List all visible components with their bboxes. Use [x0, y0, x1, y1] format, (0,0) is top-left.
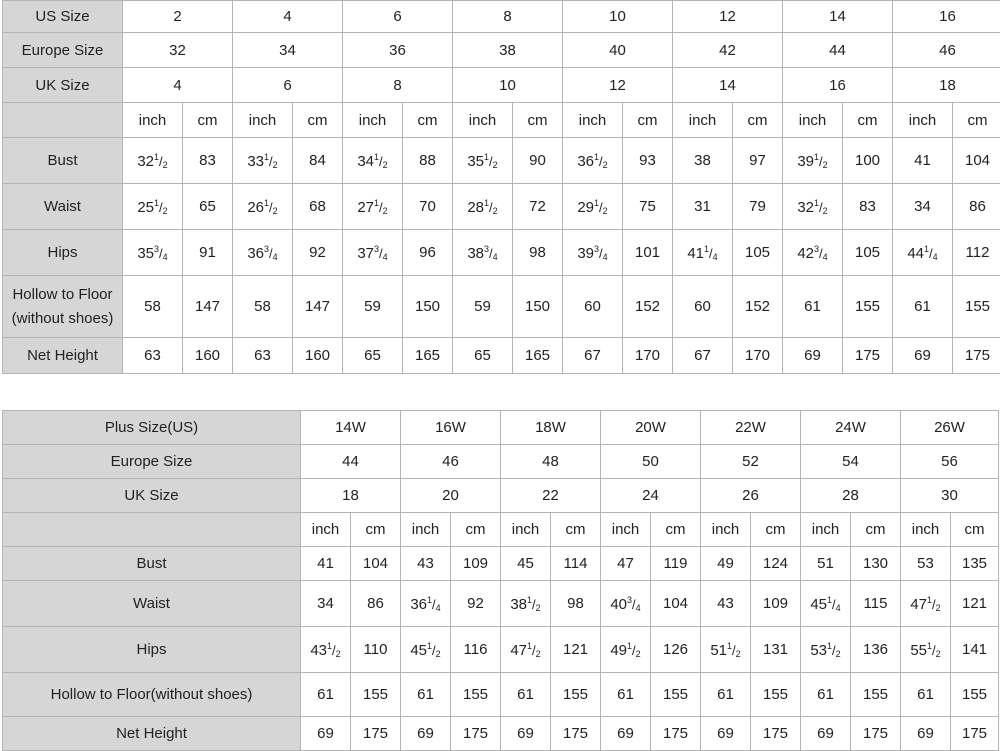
size-header-cell: 56	[901, 445, 999, 479]
measurement-cell	[801, 627, 851, 673]
measurement-cell	[783, 230, 843, 276]
unit-header-cell: cm	[403, 103, 453, 138]
unit-header-cell: inch	[601, 513, 651, 547]
measurement-cell: 45	[501, 547, 551, 581]
fraction-value: $32^1/_2$	[137, 153, 167, 170]
measurement-cell: 109	[451, 547, 501, 581]
measurement-cell: 69	[401, 717, 451, 751]
row-label: Bust	[3, 547, 301, 581]
measurement-cell: 70	[403, 184, 453, 230]
size-header-cell: 54	[801, 445, 901, 479]
size-header-cell: 44	[301, 445, 401, 479]
size-header-cell: 28	[801, 479, 901, 513]
row-label: Plus Size(US)	[3, 411, 301, 445]
size-header-cell: 20W	[601, 411, 701, 445]
table-row	[3, 33, 1000, 68]
measurement-cell: 75	[623, 184, 673, 230]
row-label: Net Height	[3, 717, 301, 751]
measurement-cell: 96	[403, 230, 453, 276]
measurement-cell	[783, 138, 843, 184]
size-header-cell: 24	[601, 479, 701, 513]
measurement-cell: 69	[901, 717, 951, 751]
measurement-cell: 69	[783, 338, 843, 374]
unit-header-cell: cm	[451, 513, 501, 547]
row-label: Waist	[3, 184, 123, 230]
fraction-value: $36^1/_2$	[577, 153, 607, 170]
fraction-value: $47^1/_2$	[910, 596, 940, 613]
fraction-value: $35^3/_4$	[137, 245, 167, 262]
measurement-cell: 63	[123, 338, 183, 374]
measurement-cell: 91	[183, 230, 233, 276]
table-row	[3, 230, 1000, 276]
row-label: Europe Size	[3, 445, 301, 479]
measurement-cell	[343, 184, 403, 230]
measurement-cell: 175	[551, 717, 601, 751]
table-row	[3, 547, 999, 581]
measurement-cell: 112	[953, 230, 1000, 276]
measurement-cell: 86	[953, 184, 1000, 230]
size-header-cell: 34	[233, 33, 343, 68]
fraction-value: $38^1/_2$	[510, 596, 540, 613]
measurement-cell: 160	[293, 338, 343, 374]
fraction-value: $41^1/_4$	[687, 245, 717, 262]
measurement-cell: 93	[623, 138, 673, 184]
measurement-cell: 136	[851, 627, 901, 673]
measurement-cell	[453, 230, 513, 276]
table-row	[3, 1, 1000, 33]
measurement-cell: 155	[951, 673, 999, 717]
fraction-value: $36^3/_4$	[247, 245, 277, 262]
unit-header-cell: inch	[301, 513, 351, 547]
measurement-cell: 61	[401, 673, 451, 717]
measurement-cell	[343, 138, 403, 184]
measurement-cell	[801, 581, 851, 627]
measurement-cell: 92	[293, 230, 343, 276]
measurement-cell: 130	[851, 547, 901, 581]
unit-header-cell: inch	[701, 513, 751, 547]
unit-header-cell: inch	[123, 103, 183, 138]
measurement-cell: 150	[403, 276, 453, 338]
fraction-value: $33^1/_2$	[247, 153, 277, 170]
measurement-cell: 97	[733, 138, 783, 184]
table-row	[3, 411, 999, 445]
measurement-cell: 116	[451, 627, 501, 673]
fraction-value: $25^1/_2$	[137, 199, 167, 216]
size-header-cell: 42	[673, 33, 783, 68]
size-header-cell: 12	[563, 68, 673, 103]
measurement-cell	[501, 627, 551, 673]
measurement-cell: 155	[751, 673, 801, 717]
measurement-cell: 59	[453, 276, 513, 338]
measurement-cell: 175	[843, 338, 893, 374]
fraction-value: $53^1/_2$	[810, 642, 840, 659]
size-header-cell: 40	[563, 33, 673, 68]
measurement-cell: 41	[301, 547, 351, 581]
size-header-cell: 16W	[401, 411, 501, 445]
size-header-cell: 36	[343, 33, 453, 68]
row-label: Hips	[3, 230, 123, 276]
row-label: Bust	[3, 138, 123, 184]
measurement-cell: 160	[183, 338, 233, 374]
measurement-cell: 60	[563, 276, 623, 338]
size-header-cell: 10	[563, 1, 673, 33]
unit-header-cell: inch	[783, 103, 843, 138]
measurement-cell	[453, 184, 513, 230]
measurement-cell: 98	[551, 581, 601, 627]
size-header-cell: 12	[673, 1, 783, 33]
measurement-cell	[401, 581, 451, 627]
size-header-cell: 14W	[301, 411, 401, 445]
fraction-value: $28^1/_2$	[467, 199, 497, 216]
measurement-cell	[601, 627, 651, 673]
measurement-cell: 43	[701, 581, 751, 627]
fraction-value: $27^1/_2$	[357, 199, 387, 216]
measurement-cell: 155	[851, 673, 901, 717]
table-row	[3, 184, 1000, 230]
size-header-cell: 52	[701, 445, 801, 479]
size-header-cell: 46	[401, 445, 501, 479]
measurement-cell: 41	[893, 138, 953, 184]
measurement-cell: 105	[843, 230, 893, 276]
measurement-cell: 152	[733, 276, 783, 338]
measurement-cell	[233, 230, 293, 276]
fraction-value: $40^3/_4$	[610, 596, 640, 613]
measurement-cell	[301, 627, 351, 673]
measurement-cell: 69	[501, 717, 551, 751]
measurement-cell: 155	[953, 276, 1000, 338]
measurement-cell: 150	[513, 276, 563, 338]
fraction-value: $34^1/_2$	[357, 153, 387, 170]
measurement-cell: 147	[293, 276, 343, 338]
unit-header-cell: inch	[673, 103, 733, 138]
fraction-value: $32^1/_2$	[797, 199, 827, 216]
measurement-cell: 72	[513, 184, 563, 230]
measurement-cell: 51	[801, 547, 851, 581]
unit-header-cell: inch	[501, 513, 551, 547]
row-label	[3, 513, 301, 547]
measurement-cell: 61	[301, 673, 351, 717]
measurement-cell: 84	[293, 138, 343, 184]
measurement-cell: 155	[351, 673, 401, 717]
measurement-cell: 79	[733, 184, 783, 230]
size-header-cell: 18	[301, 479, 401, 513]
fraction-value: $47^1/_2$	[510, 642, 540, 659]
fraction-value: $26^1/_2$	[247, 199, 277, 216]
measurement-cell: 119	[651, 547, 701, 581]
size-header-cell: 46	[893, 33, 1000, 68]
row-label: Hollow to Floor(without shoes)	[3, 673, 301, 717]
unit-header-cell: cm	[651, 513, 701, 547]
table-row	[3, 103, 1000, 138]
unit-header-cell: cm	[851, 513, 901, 547]
size-header-cell: 6	[343, 1, 453, 33]
measurement-cell: 63	[233, 338, 293, 374]
measurement-cell: 155	[451, 673, 501, 717]
measurement-cell: 126	[651, 627, 701, 673]
size-header-cell: 14	[673, 68, 783, 103]
row-label: Europe Size	[3, 33, 123, 68]
measurement-cell: 175	[351, 717, 401, 751]
measurement-cell	[901, 627, 951, 673]
unit-header-cell: inch	[401, 513, 451, 547]
measurement-cell: 65	[453, 338, 513, 374]
fraction-value: $49^1/_2$	[610, 642, 640, 659]
unit-header-cell: cm	[951, 513, 999, 547]
row-label: Hollow to Floor (without shoes)	[3, 276, 123, 338]
measurement-cell: 141	[951, 627, 999, 673]
measurement-cell: 88	[403, 138, 453, 184]
measurement-cell: 61	[801, 673, 851, 717]
size-header-cell: 4	[123, 68, 233, 103]
measurement-cell: 101	[623, 230, 673, 276]
measurement-cell: 69	[701, 717, 751, 751]
measurement-cell: 61	[893, 276, 953, 338]
unit-header-cell: inch	[233, 103, 293, 138]
measurement-cell: 104	[953, 138, 1000, 184]
unit-header-cell: inch	[453, 103, 513, 138]
size-header-cell: 10	[453, 68, 563, 103]
unit-header-cell: cm	[733, 103, 783, 138]
measurement-cell: 131	[751, 627, 801, 673]
size-header-cell: 16	[783, 68, 893, 103]
unit-header-cell: cm	[513, 103, 563, 138]
fraction-value: $45^1/_2$	[410, 642, 440, 659]
table-row	[3, 717, 999, 751]
table-row	[3, 673, 999, 717]
size-header-cell: 18W	[501, 411, 601, 445]
measurement-cell: 65	[343, 338, 403, 374]
measurement-cell: 34	[301, 581, 351, 627]
size-header-cell: 24W	[801, 411, 901, 445]
measurement-cell: 104	[651, 581, 701, 627]
measurement-cell: 155	[843, 276, 893, 338]
measurement-cell: 38	[673, 138, 733, 184]
measurement-cell	[233, 184, 293, 230]
row-label: UK Size	[3, 479, 301, 513]
size-header-cell: 32	[123, 33, 233, 68]
table-row	[3, 138, 1000, 184]
measurement-cell: 135	[951, 547, 999, 581]
measurement-cell: 165	[513, 338, 563, 374]
measurement-cell	[233, 138, 293, 184]
measurement-cell: 165	[403, 338, 453, 374]
unit-header-cell: inch	[801, 513, 851, 547]
measurement-cell: 155	[551, 673, 601, 717]
fraction-value: $42^3/_4$	[797, 245, 827, 262]
fraction-value: $37^3/_4$	[357, 245, 387, 262]
measurement-cell: 58	[123, 276, 183, 338]
measurement-cell	[563, 230, 623, 276]
size-header-cell: 22	[501, 479, 601, 513]
size-header-cell: 50	[601, 445, 701, 479]
unit-header-cell: cm	[623, 103, 673, 138]
unit-header-cell: inch	[343, 103, 403, 138]
measurement-cell: 98	[513, 230, 563, 276]
row-label: Hips	[3, 627, 301, 673]
measurement-cell: 61	[501, 673, 551, 717]
measurement-cell: 31	[673, 184, 733, 230]
size-header-cell: 22W	[701, 411, 801, 445]
size-header-cell: 26W	[901, 411, 999, 445]
fraction-value: $29^1/_2$	[577, 199, 607, 216]
size-header-cell: 26	[701, 479, 801, 513]
unit-header-cell: cm	[843, 103, 893, 138]
unit-header-cell: cm	[551, 513, 601, 547]
measurement-cell: 170	[733, 338, 783, 374]
measurement-cell: 69	[301, 717, 351, 751]
fraction-value: $38^3/_4$	[467, 245, 497, 262]
size-header-cell: 8	[453, 1, 563, 33]
table-row	[3, 513, 999, 547]
measurement-cell: 43	[401, 547, 451, 581]
size-header-cell: 18	[893, 68, 1000, 103]
row-label: Net Height	[3, 338, 123, 374]
measurement-cell: 53	[901, 547, 951, 581]
size-header-cell: 2	[123, 1, 233, 33]
table-row	[3, 276, 1000, 338]
measurement-cell: 69	[601, 717, 651, 751]
fraction-value: $51^1/_2$	[710, 642, 740, 659]
table-row	[3, 338, 1000, 374]
measurement-cell: 60	[673, 276, 733, 338]
measurement-cell: 49	[701, 547, 751, 581]
measurement-cell	[501, 581, 551, 627]
size-header-cell: 8	[343, 68, 453, 103]
table-row	[3, 581, 999, 627]
table-row	[3, 445, 999, 479]
measurement-cell	[401, 627, 451, 673]
size-header-cell: 48	[501, 445, 601, 479]
measurement-cell: 124	[751, 547, 801, 581]
measurement-cell: 115	[851, 581, 901, 627]
measurement-cell: 83	[183, 138, 233, 184]
size-header-cell: 38	[453, 33, 563, 68]
unit-header-cell: cm	[751, 513, 801, 547]
measurement-cell: 155	[651, 673, 701, 717]
measurement-cell	[563, 184, 623, 230]
fraction-value: $39^3/_4$	[577, 245, 607, 262]
fraction-value: $39^1/_2$	[797, 153, 827, 170]
measurement-cell: 69	[801, 717, 851, 751]
measurement-cell	[601, 581, 651, 627]
measurement-cell	[123, 138, 183, 184]
size-header-cell: 14	[783, 1, 893, 33]
fraction-value: $35^1/_2$	[467, 153, 497, 170]
measurement-cell: 68	[293, 184, 343, 230]
measurement-cell: 61	[701, 673, 751, 717]
measurement-cell: 34	[893, 184, 953, 230]
measurement-cell: 86	[351, 581, 401, 627]
standard-size-chart-table	[2, 0, 1000, 374]
measurement-cell: 58	[233, 276, 293, 338]
unit-header-cell: cm	[293, 103, 343, 138]
measurement-cell: 47	[601, 547, 651, 581]
measurement-cell	[783, 184, 843, 230]
size-header-cell: 4	[233, 1, 343, 33]
table-row	[3, 627, 999, 673]
measurement-cell: 175	[953, 338, 1000, 374]
measurement-cell: 83	[843, 184, 893, 230]
measurement-cell	[123, 230, 183, 276]
measurement-cell: 67	[673, 338, 733, 374]
measurement-cell: 92	[451, 581, 501, 627]
measurement-cell: 152	[623, 276, 673, 338]
measurement-cell	[563, 138, 623, 184]
measurement-cell: 114	[551, 547, 601, 581]
measurement-cell: 147	[183, 276, 233, 338]
measurement-cell	[343, 230, 403, 276]
size-header-cell: 6	[233, 68, 343, 103]
table-row	[3, 68, 1000, 103]
plus-size-chart-table	[2, 410, 999, 751]
row-label: UK Size	[3, 68, 123, 103]
measurement-cell: 61	[783, 276, 843, 338]
measurement-cell: 61	[601, 673, 651, 717]
fraction-value: $44^1/_4$	[907, 245, 937, 262]
fraction-value: $36^1/_4$	[410, 596, 440, 613]
fraction-value: $55^1/_2$	[910, 642, 940, 659]
unit-header-cell: cm	[183, 103, 233, 138]
measurement-cell	[901, 581, 951, 627]
measurement-cell: 59	[343, 276, 403, 338]
measurement-cell: 69	[893, 338, 953, 374]
row-label: Waist	[3, 581, 301, 627]
measurement-cell: 175	[751, 717, 801, 751]
size-header-cell: 30	[901, 479, 999, 513]
measurement-cell: 175	[851, 717, 901, 751]
unit-header-cell: inch	[901, 513, 951, 547]
measurement-cell: 175	[951, 717, 999, 751]
measurement-cell: 100	[843, 138, 893, 184]
measurement-cell: 104	[351, 547, 401, 581]
measurement-cell: 109	[751, 581, 801, 627]
measurement-cell: 61	[901, 673, 951, 717]
measurement-cell: 105	[733, 230, 783, 276]
size-header-cell: 20	[401, 479, 501, 513]
fraction-value: $45^1/_4$	[810, 596, 840, 613]
unit-header-cell: cm	[351, 513, 401, 547]
measurement-cell	[453, 138, 513, 184]
measurement-cell: 175	[451, 717, 501, 751]
measurement-cell: 110	[351, 627, 401, 673]
measurement-cell: 121	[951, 581, 999, 627]
unit-header-cell: inch	[893, 103, 953, 138]
table-row	[3, 479, 999, 513]
measurement-cell: 170	[623, 338, 673, 374]
unit-header-cell: cm	[953, 103, 1000, 138]
measurement-cell: 67	[563, 338, 623, 374]
size-header-cell: 44	[783, 33, 893, 68]
row-label: US Size	[3, 1, 123, 33]
unit-header-cell: inch	[563, 103, 623, 138]
measurement-cell: 175	[651, 717, 701, 751]
measurement-cell: 65	[183, 184, 233, 230]
measurement-cell	[123, 184, 183, 230]
measurement-cell: 90	[513, 138, 563, 184]
row-label	[3, 103, 123, 138]
fraction-value: $43^1/_2$	[310, 642, 340, 659]
measurement-cell: 121	[551, 627, 601, 673]
measurement-cell	[893, 230, 953, 276]
measurement-cell	[701, 627, 751, 673]
measurement-cell	[673, 230, 733, 276]
size-header-cell: 16	[893, 1, 1000, 33]
